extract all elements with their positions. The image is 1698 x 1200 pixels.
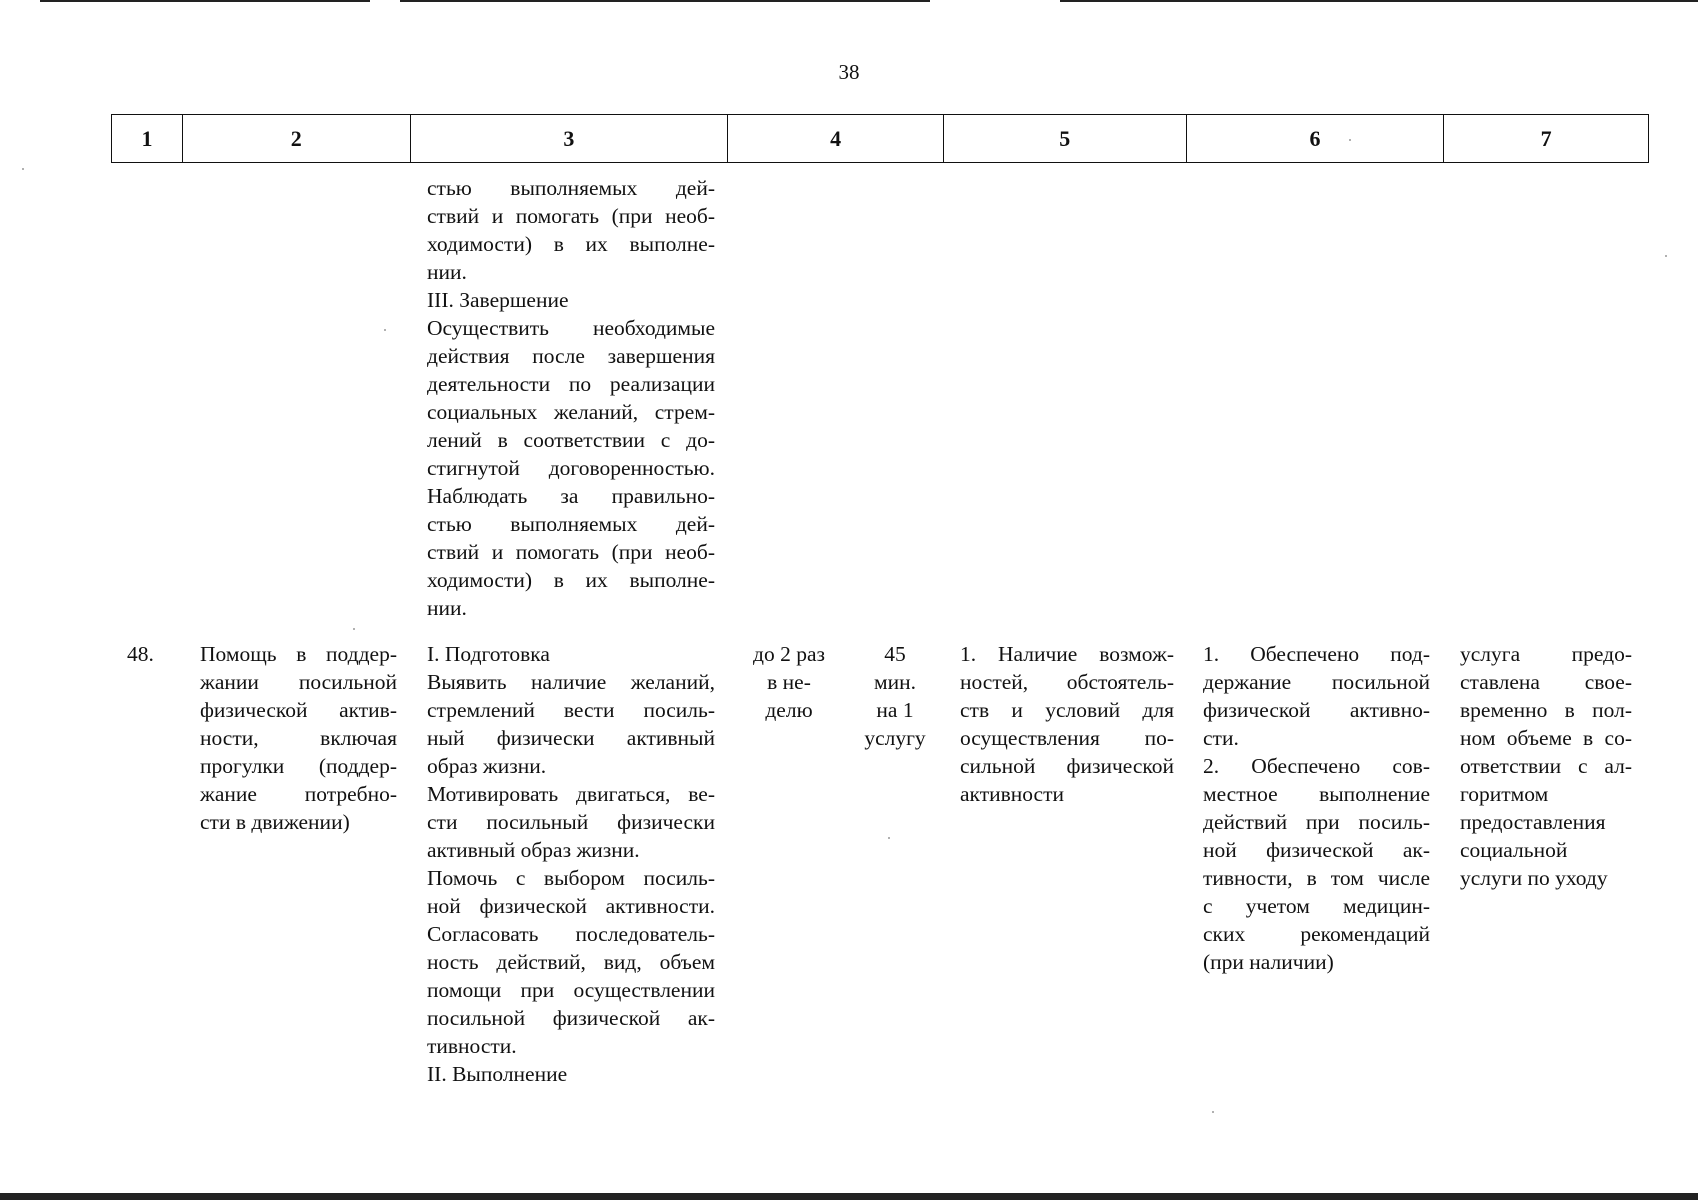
text-line: ствий и помогать (при необ- <box>427 540 715 564</box>
text-line: действий при посиль- <box>1203 810 1430 834</box>
continuation-col3-text <box>427 174 715 622</box>
text-line: горитмом <box>1460 782 1549 806</box>
row-48-results <box>1203 640 1430 976</box>
text-line: III. Завершение <box>427 288 569 312</box>
scan-speck <box>353 628 355 630</box>
text-line: предоставления <box>1460 810 1606 834</box>
text-line: осуществления по- <box>960 726 1174 750</box>
text-line: Мотивировать двигаться, ве- <box>427 782 715 806</box>
text-line: до 2 раз <box>753 642 825 666</box>
text-line: активный образ жизни. <box>427 838 640 862</box>
text-line: социальных желаний, стрем- <box>427 400 715 424</box>
text-line: Помощь в поддер- <box>200 642 397 666</box>
text-line: сти посильный физически <box>427 810 715 834</box>
text-line: жание потребно- <box>200 782 397 806</box>
text-line: ствий и помогать (при необ- <box>427 204 715 228</box>
text-line: сти. <box>1203 726 1239 750</box>
row-48-service-name <box>200 640 397 836</box>
text-line: Согласовать последователь- <box>427 922 715 946</box>
text-line: жании посильной <box>200 670 397 694</box>
text-line: местное выполнение <box>1203 782 1430 806</box>
text-line: ной физической ак- <box>1203 838 1430 862</box>
scan-speck <box>1349 139 1351 141</box>
scan-speck <box>1665 255 1667 257</box>
row-48-quality <box>1460 640 1632 892</box>
text-line: ной физической активности. <box>427 894 715 918</box>
scan-speck <box>22 168 24 170</box>
scan-speck <box>1212 1111 1214 1113</box>
header-col-2: 2 <box>183 115 411 162</box>
header-col-5: 5 <box>944 115 1187 162</box>
header-col-3: 3 <box>411 115 729 162</box>
text-line: ный физически активный <box>427 726 715 750</box>
text-line: ставлена свое- <box>1460 670 1632 694</box>
text-line: (при наличии) <box>1203 950 1334 974</box>
row-48-procedure <box>427 640 715 1088</box>
text-line: ности, включая <box>200 726 397 750</box>
scan-edge-top-mid <box>400 0 930 2</box>
row-48-duration <box>850 640 940 752</box>
text-line: ность действий, вид, объем <box>427 950 715 974</box>
row-48-conditions <box>960 640 1174 808</box>
text-line: Наблюдать за правильно- <box>427 484 715 508</box>
text-line: ходимости) в их выполне- <box>427 232 715 256</box>
text-line: ских рекомендаций <box>1203 922 1430 946</box>
row-48-number <box>127 640 177 668</box>
text-line: с учетом медицин- <box>1203 894 1430 918</box>
text-line: стью выполняемых дей- <box>427 176 715 200</box>
text-line: стигнутой договоренностью. <box>427 456 715 480</box>
scan-edge-bottom <box>0 1193 1698 1200</box>
text-line: ностей, обстоятель- <box>960 670 1174 694</box>
page-number: 38 <box>838 60 860 84</box>
text-line: ств и условий для <box>960 698 1174 722</box>
table-header-row <box>111 114 1649 163</box>
text-line: деятельности по реализации <box>427 372 715 396</box>
text-line: физической актив- <box>200 698 397 722</box>
text-line: стремлений вести посиль- <box>427 698 715 722</box>
text-line: услуги по уходу <box>1460 866 1608 890</box>
text-line: Помочь с выбором посиль- <box>427 866 715 890</box>
text-line: 48. <box>127 642 154 666</box>
text-line: Выявить наличие желаний, <box>427 670 715 694</box>
scan-edge-top-left <box>40 0 370 2</box>
text-line: мин. <box>874 670 916 694</box>
text-line: действия после завершения <box>427 344 715 368</box>
text-line: стью выполняемых дей- <box>427 512 715 536</box>
text-line: I. Подготовка <box>427 642 550 666</box>
text-line: услугу <box>864 726 926 750</box>
row-48-frequency <box>740 640 838 724</box>
text-line: Осуществить необходимые <box>427 316 715 340</box>
text-line: тивности. <box>427 1034 517 1058</box>
header-col-1: 1 <box>112 115 183 162</box>
scan-speck <box>888 837 890 839</box>
header-col-4: 4 <box>728 115 944 162</box>
text-line: помощи при осуществлении <box>427 978 715 1002</box>
text-line: образ жизни. <box>427 754 547 778</box>
header-col-7: 7 <box>1540 125 1552 151</box>
text-line: активности <box>960 782 1064 806</box>
text-line: держание посильной <box>1203 670 1430 694</box>
text-line: 1. Обеспечено под- <box>1203 642 1430 666</box>
text-line: прогулки (поддер- <box>200 754 397 778</box>
text-line: услуга предо- <box>1460 642 1632 666</box>
text-line: 45 <box>884 642 906 666</box>
text-line: временно в пол- <box>1460 698 1632 722</box>
text-line: в не- <box>767 670 811 694</box>
text-line: посильной физической ак- <box>427 1006 715 1030</box>
scan-speck <box>384 329 386 331</box>
text-line: ном объеме в со- <box>1460 726 1632 750</box>
text-line: социальной <box>1460 838 1568 862</box>
text-line: сти в движении) <box>200 810 350 834</box>
text-line: 1. Наличие возмож- <box>960 642 1174 666</box>
text-line: ходимости) в их выполне- <box>427 568 715 592</box>
text-line: сильной физической <box>960 754 1174 778</box>
scan-edge-top-right <box>1060 0 1698 2</box>
text-line: нии. <box>427 260 467 284</box>
text-line: II. Выполнение <box>427 1062 568 1086</box>
text-line: лений в соответствии с до- <box>427 428 715 452</box>
text-line: нии. <box>427 596 467 620</box>
text-line: тивности, в том числе <box>1203 866 1430 890</box>
text-line: ответствии с ал- <box>1460 754 1632 778</box>
text-line: 2. Обеспечено сов- <box>1203 754 1430 778</box>
text-line: физической активно- <box>1203 698 1430 722</box>
text-line: на 1 <box>876 698 914 722</box>
text-line: делю <box>765 698 813 722</box>
header-col-6: 6 <box>1187 115 1445 162</box>
